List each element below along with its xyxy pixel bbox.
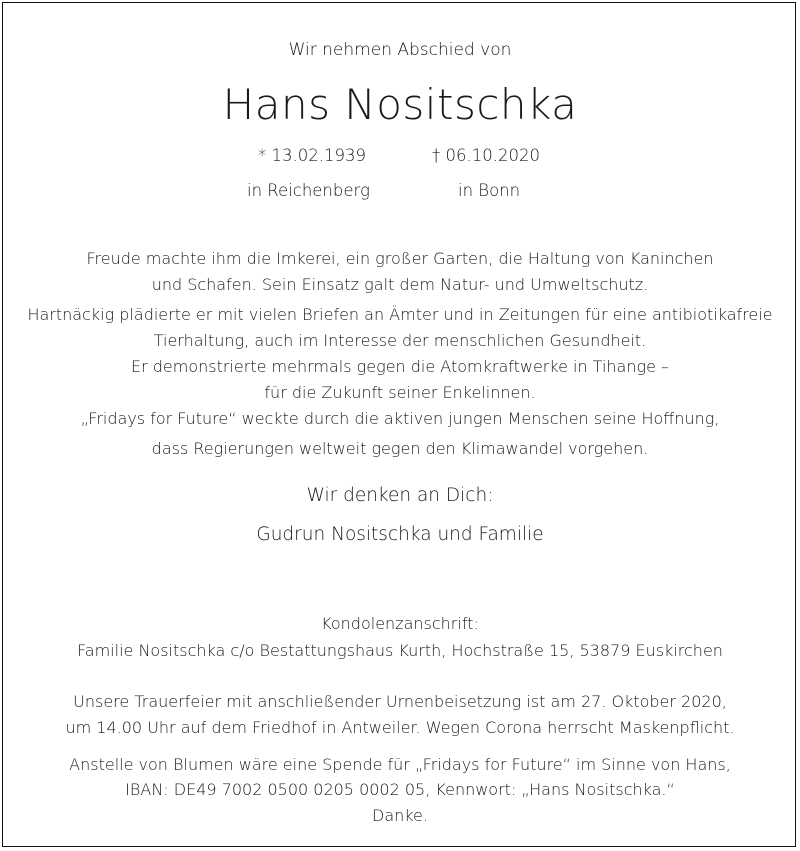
intro-text: Wir nehmen Abschied von — [288, 40, 512, 60]
tribute-line: Er demonstrierte mehrmals gegen die Atomkraftwerke in Tihange – — [130, 357, 670, 376]
mourners-heading: Wir denken an Dich: — [306, 485, 494, 506]
donation-thanks: Danke. — [372, 806, 428, 825]
tribute-line: Freude machte ihm die Imkerei, ein großer Garten, die Haltung von Kaninchen — [86, 249, 714, 268]
condolence-label: Kondolenzanschrift: — [321, 614, 479, 633]
donation-line: Anstelle von Blumen wäre eine Spende für „Fridays for Future“ im Sinne von Hans, — [69, 755, 731, 774]
condolence-address: Familie Nositschka c/o Bestattungshaus Kurth, Hochstraße 15, 53879 Euskirchen — [77, 641, 723, 660]
tribute-line: Hartnäckig plädierte er mit vielen Briefen an Ämter und in Zeitungen für eine antibiotikafreie — [27, 305, 773, 324]
birth-place: in Reichenberg — [247, 181, 370, 200]
deceased-name: Hans Nositschka — [222, 80, 578, 129]
funeral-info-line: Unsere Trauerfeier mit anschließender Urnenbeisetzung ist am 27. Oktober 2020, — [73, 692, 727, 711]
tribute-line: dass Regierungen weltweit gegen den Klimawandel vorgehen. — [151, 439, 649, 458]
death-date: † 06.10.2020 — [432, 146, 540, 165]
birth-date: * 13.02.1939 — [258, 146, 366, 165]
tribute-line: und Schafen. Sein Einsatz galt dem Natur- und Umweltschutz. — [151, 275, 649, 294]
death-place: in Bonn — [458, 181, 521, 200]
tribute-line: Tierhaltung, auch im Interesse der menschlichen Gesundheit. — [153, 331, 647, 350]
tribute-line: „Fridays for Future“ weckte durch die aktiven jungen Menschen seine Hoffnung, — [80, 409, 720, 428]
mourners-names: Gudrun Nositschka und Familie — [256, 524, 544, 545]
tribute-line: für die Zukunft seiner Enkelinnen. — [264, 383, 536, 402]
donation-iban: IBAN: DE49 7002 0500 0205 0002 05, Kennwort: „Hans Nositschka.“ — [125, 780, 675, 799]
funeral-info-line: um 14.00 Uhr auf dem Friedhof in Antweiler. Wegen Corona herrscht Maskenpflicht. — [65, 718, 735, 737]
